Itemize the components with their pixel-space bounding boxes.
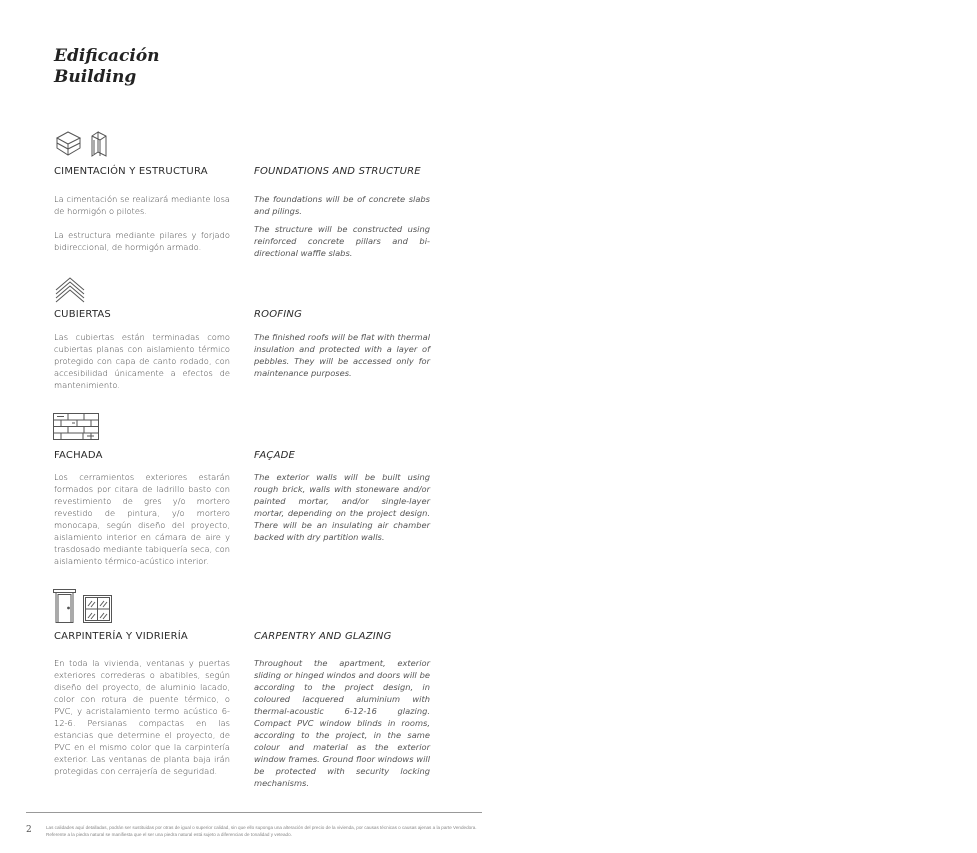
roof-layers-icon bbox=[54, 276, 86, 304]
foundations-en-para-1: The foundations will be of concrete slabs and pilings. bbox=[254, 194, 430, 216]
page-title bbox=[54, 46, 160, 88]
roofing-es-para: Las cubiertas están terminadas como cubiertas planas con aislamiento térmico protegido con capa de canto rodado, con accesibilidad únicamente a efectos de mantenimiento. bbox=[54, 332, 230, 390]
carpentry-es-para: En toda la vivienda, ventanas y puertas exteriores correderas o abatibles, según diseño del proyecto, de aluminio lacado, color con rotura de puente térmico, o PVC, y acristalamiento termo acústico 6-12-6. Persianas compactas en las estancias que determine el proyecto, de PVC en el mismo color que la carpintería exterior. Las ventanas de planta baja irán protegidas con cerrajería de seguridad. bbox=[54, 658, 230, 776]
facade-en-para: The exterior walls will be built using rough brick, walls with stoneware and/or painted mortar, and/or single-layer mortar, depending on the project design. There will be an insulating air chamber backed with dry partition walls. bbox=[254, 472, 430, 542]
heading-facade-en: FAÇADE bbox=[254, 450, 296, 461]
heading-carpentry-es: CARPINTERÍA Y VIDRIERÍA bbox=[54, 631, 188, 642]
heading-roofing-es: CUBIERTAS bbox=[54, 309, 111, 320]
door-window-icon bbox=[53, 589, 113, 623]
cube-beam-icon bbox=[54, 128, 114, 158]
carpentry-en-para: Throughout the apartment, exterior sliding or hinged windos and doors will be according to the project design, in coloured lacquered aluminium with thermal-acoustic 6-12-16 glazing. Compact PVC window blinds in rooms, according to the project, in the same colour and material as the exterior window frames. Ground floor windows will be protected with security locking mechanisms. bbox=[254, 658, 430, 788]
footer-divider bbox=[26, 812, 482, 813]
heading-roofing-en: ROOFING bbox=[254, 309, 303, 320]
brick-wall-icon bbox=[53, 413, 99, 440]
page-number: 2 bbox=[26, 825, 32, 835]
foundations-es-para-2: La estructura mediante pilares y forjado bidireccional, de hormigón armado. bbox=[54, 230, 230, 252]
heading-foundations-en: FOUNDATIONS AND STRUCTURE bbox=[254, 166, 421, 177]
heading-facade-es: FACHADA bbox=[54, 450, 103, 461]
heading-foundations-es: CIMENTACIÓN Y ESTRUCTURA bbox=[54, 166, 208, 177]
title-es: Edificación bbox=[54, 46, 160, 66]
title-en: Building bbox=[54, 67, 137, 87]
foundations-en-para-2: The structure will be constructed using reinforced concrete pillars and bi-directional waffle slabs. bbox=[254, 224, 430, 258]
foundations-es-para-1: La cimentación se realizará mediante losa de hormigón o pilotes. bbox=[54, 194, 230, 216]
heading-carpentry-en: CARPENTRY AND GLAZING bbox=[254, 631, 392, 642]
footer-note: Las calidades aquí detalladas, podrán ser sustituidas por otras de igual o superior calidad, sin que ello suponga una alteración del precio de la vivienda, por causas técnicas o causas ajenas a la parte Vendedora. Referente a la piedra natural se manifiesta que el ser una piedra natural está sujeto a diferencias de tonalidad y veteado. bbox=[46, 825, 477, 837]
facade-es-para: Los cerramientos exteriores estarán formados por citara de ladrillo basto con revestimiento de gres y/o mortero revestido de pintura, y/o mortero monocapa, según diseño del proyecto, aislamiento interior en cámara de aire y trasdosado mediante tabiquería seca, con aislamiento térmico-acústico interior. bbox=[54, 472, 230, 566]
roofing-en-para: The finished roofs will be flat with thermal insulation and protected with a layer of pebbles. They will be accessed only for maintenance purposes. bbox=[254, 332, 430, 378]
